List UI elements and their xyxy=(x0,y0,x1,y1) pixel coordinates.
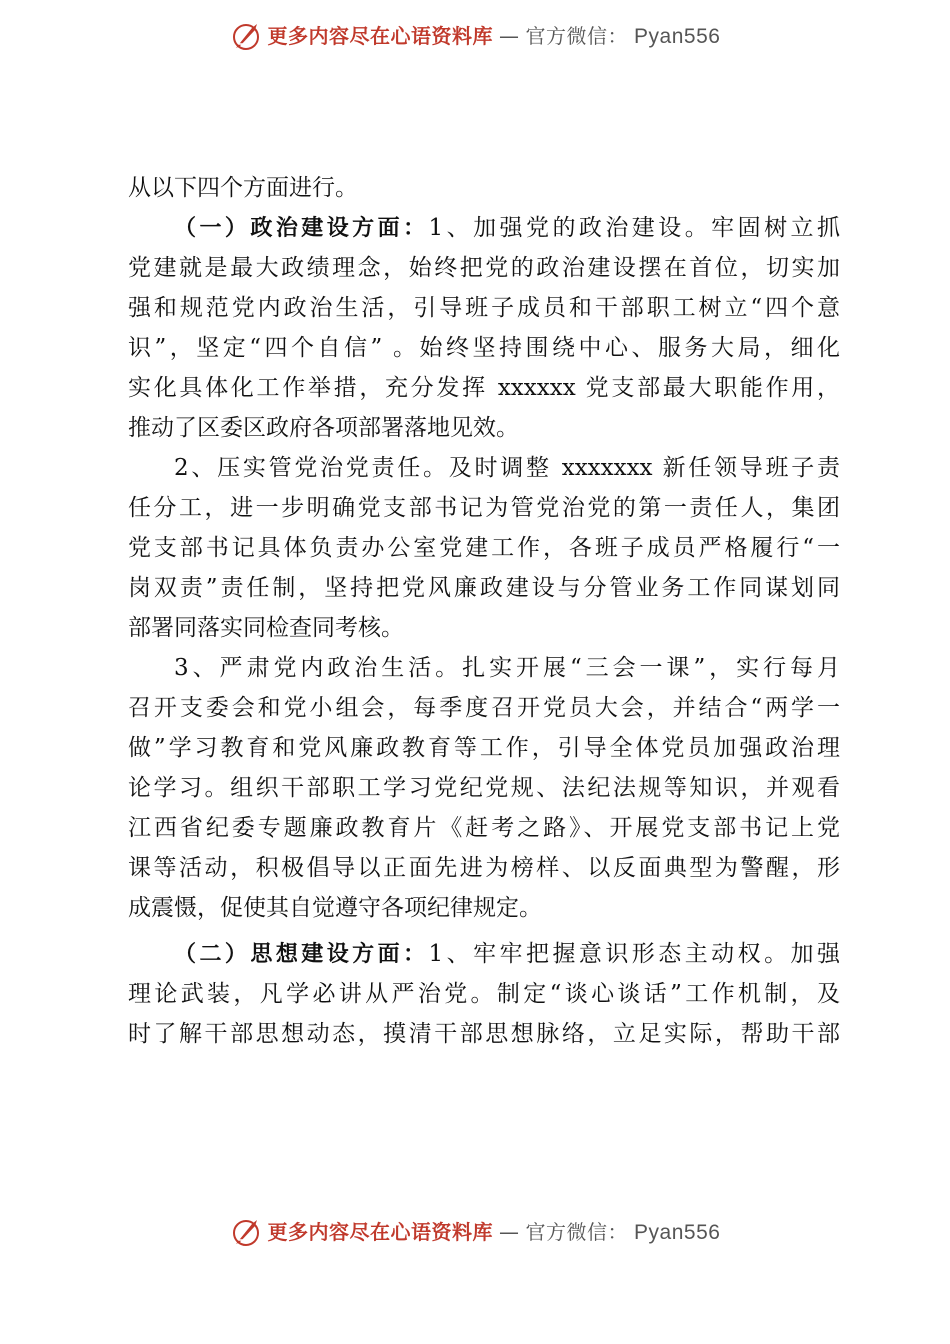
banner-wechat-label: 官方微信： xyxy=(525,24,629,48)
body-line: 江西省纪委专题廉政教育片《赶考之路》、开展党支部书记上党 xyxy=(128,815,840,841)
body-line: 时了解干部思想动态，摸清干部思想脉络，立足实际，帮助干部 xyxy=(128,1021,840,1047)
body-line: 从以下四个方面进行。 xyxy=(128,175,358,201)
body-line: 推动了区委区政府各项部署落地见效。 xyxy=(128,415,519,441)
body-line: 课等活动，积极倡导以正面先进为榜样、以反面典型为警醒，形 xyxy=(128,855,840,881)
body-line: 岗双责”责任制，坚持把党风廉政建设与分管业务工作同谋划同 xyxy=(128,575,840,601)
banner-wechat-id: Pyan556 xyxy=(634,1220,721,1244)
banner-separator: — xyxy=(499,1220,520,1244)
document-body xyxy=(128,168,840,1054)
body-line: 1、加强党的政治建设。牢固树立抓 xyxy=(428,215,840,241)
banner-wechat-id: Pyan556 xyxy=(634,24,721,48)
body-line: 党建就是最大政绩理念，始终把党的政治建设摆在首位，切实加 xyxy=(128,255,840,281)
body-line: 识”，坚定“四个自信” 。始终坚持围绕中心、服务大局，细化 xyxy=(128,335,840,361)
body-line: 3、严肃党内政治生活。扎实开展“三会一课”，实行每月 xyxy=(174,655,840,681)
body-line: 实化具体化工作举措，充分发挥 xxxxxx 党支部最大职能作用， xyxy=(128,375,840,401)
banner-main-text: 更多内容尽在心语资料库 xyxy=(267,24,494,48)
banner-wechat-label: 官方微信： xyxy=(525,1220,629,1244)
body-line: 部署同落实同检查同考核。 xyxy=(128,615,404,641)
body-line: 任分工，进一步明确党支部书记为管党治党的第一责任人，集团 xyxy=(128,495,840,521)
body-line: 2、压实管党治党责任。及时调整 xxxxxxx 新任领导班子责 xyxy=(174,455,840,481)
body-line: 论学习。组织干部职工学习党纪党规、法纪法规等知识，并观看 xyxy=(128,775,840,801)
footer-banner xyxy=(0,1212,950,1252)
banner-separator: — xyxy=(499,24,520,48)
body-line: 召开支委会和党小组会，每季度召开党员大会，并结合“两学一 xyxy=(128,695,840,721)
banner-main-text: 更多内容尽在心语资料库 xyxy=(267,1220,494,1244)
body-line: 做”学习教育和党风廉政教育等工作，引导全体党员加强政治理 xyxy=(128,735,840,761)
paragraph-politics-start xyxy=(128,208,840,248)
body-line: 理论武装，凡学必讲从严治党。制定“谈心谈话”工作机制，及 xyxy=(128,981,840,1007)
paragraph-thought-start xyxy=(128,934,840,974)
body-line: 党支部书记具体负责办公室党建工作，各班子成员严格履行“一 xyxy=(128,535,840,561)
quill-pen-logo-icon xyxy=(230,20,262,52)
section-heading-thought: （二）思想建设方面： xyxy=(174,942,429,967)
body-line: 1、牢牢把握意识形态主动权。加强 xyxy=(428,941,840,967)
quill-pen-logo-icon xyxy=(230,1216,262,1248)
body-line: 强和规范党内政治生活，引导班子成员和干部职工树立“四个意 xyxy=(128,295,840,321)
body-line: 成震慑，促使其自觉遵守各项纪律规定。 xyxy=(128,895,542,921)
header-banner xyxy=(0,16,950,56)
section-heading-politics: （一）政治建设方面： xyxy=(174,216,429,241)
